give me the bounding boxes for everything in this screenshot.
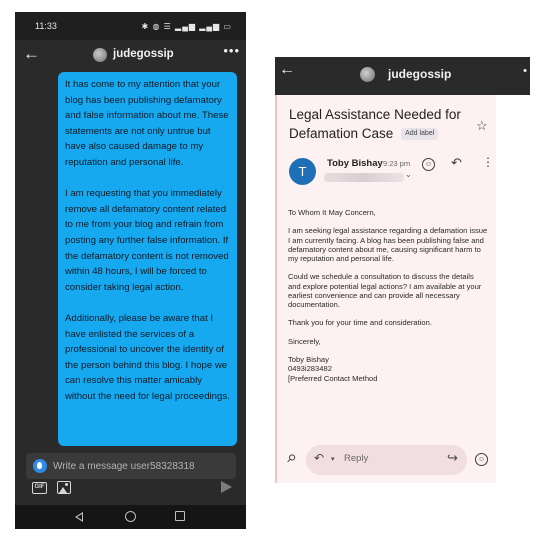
back-arrow-icon[interactable]: ← (23, 44, 40, 63)
emoji-react-icon[interactable]: ☺ (422, 158, 435, 171)
nav-recents-icon[interactable] (175, 511, 185, 521)
email-paragraph: I am seeking legal assistance regarding a defamation issue I am currently facing. A blog has been publishing false and defamatory content about me, causing significant harm to my reputation and personal life. (288, 226, 488, 263)
message-paragraph: Additionally, please be aware that I have enlisted the services of a professional to uncover the identity of the person behind this blog. I hope we can resolve this matter amicably without the need for legal proceedings. (65, 312, 230, 402)
reply-icon[interactable]: ↶ (451, 155, 462, 170)
chat-title[interactable]: judegossip (388, 67, 452, 81)
email-paragraph: Could we schedule a consultation to discuss the details and explore potential legal actions? I am available at your earliest convenience and can provide all necessary documentation. (288, 272, 482, 309)
status-bar (15, 12, 246, 40)
star-icon[interactable]: ☆ (476, 118, 488, 133)
signature-phone: 0493i283482 (288, 364, 332, 374)
email-view (275, 95, 496, 483)
system-nav-bar (15, 505, 246, 529)
sender-avatar: T (289, 158, 316, 185)
signature-name: Toby Bishay (288, 355, 329, 365)
avatar[interactable] (360, 67, 375, 82)
email-greeting: To Whom It May Concern, (288, 208, 376, 217)
attachment-icon[interactable]: ⚲ (283, 451, 298, 466)
forward-icon[interactable]: ↪ (447, 450, 458, 465)
email-subject (289, 105, 479, 143)
status-time: 11:33 (35, 21, 57, 31)
camera-icon[interactable] (33, 459, 47, 473)
email-paragraph: Thank you for your time and consideration. (288, 318, 432, 328)
chat-header-overlay (275, 57, 530, 95)
side-gutter (496, 95, 530, 483)
chat-title[interactable]: judegossip (113, 48, 174, 60)
nav-home-icon[interactable] (125, 511, 136, 522)
gif-button[interactable]: GIF (32, 482, 47, 494)
email-time: 9:23 pm (383, 159, 411, 168)
nav-back-icon[interactable] (75, 512, 83, 522)
reply-button[interactable] (306, 445, 467, 475)
more-vert-icon[interactable]: ⋮ (482, 155, 494, 169)
email-subject-text: Legal Assistance Needed for Defamation Case (289, 107, 461, 141)
email-body-text (288, 208, 488, 383)
send-icon[interactable] (221, 481, 232, 493)
emoji-icon[interactable]: ☺ (475, 453, 488, 466)
avatar[interactable] (93, 48, 107, 62)
add-label-button[interactable]: Add label (401, 128, 438, 140)
back-arrow-icon[interactable]: ← (279, 61, 295, 78)
reply-label: Reply (344, 453, 369, 464)
status-icons: ✱ ◍ ☰ ▂▄▆ ▂▄▆ ▭ (141, 21, 232, 31)
chevron-down-icon[interactable]: ⌄ (405, 170, 412, 179)
message-input[interactable] (53, 453, 231, 479)
signature-contact: [Preferred Contact Method (288, 373, 378, 383)
redacted-recipient (324, 173, 404, 182)
message-paragraph: I am requesting that you immediately remove all defamatory content related to me from your blog and refrain from posting any further false information. If the defamatory content is not removed within 48 hours, I will be forced to consider taking legal action. (65, 188, 229, 293)
message-paragraph: It has come to my attention that your blog has been publishing defamatory and false information about me. These statements are not only untrue but have also caused damage to my reputation and personal life. (65, 79, 229, 168)
reply-options-caret-icon[interactable]: ▾ (331, 456, 335, 463)
email-screen (275, 57, 530, 483)
message-bubble (58, 72, 237, 446)
sender-name: Toby Bishay (327, 158, 383, 169)
chat-header (15, 40, 246, 70)
message-composer (26, 453, 236, 479)
email-closing: Sincerely, (288, 336, 321, 346)
more-options-icon[interactable]: • (523, 65, 527, 77)
image-icon[interactable] (57, 481, 71, 494)
more-options-icon[interactable]: ••• (223, 43, 240, 58)
instagram-dm-screen (15, 12, 246, 529)
reply-bar (277, 441, 498, 483)
reply-icon: ↶ (314, 451, 325, 465)
